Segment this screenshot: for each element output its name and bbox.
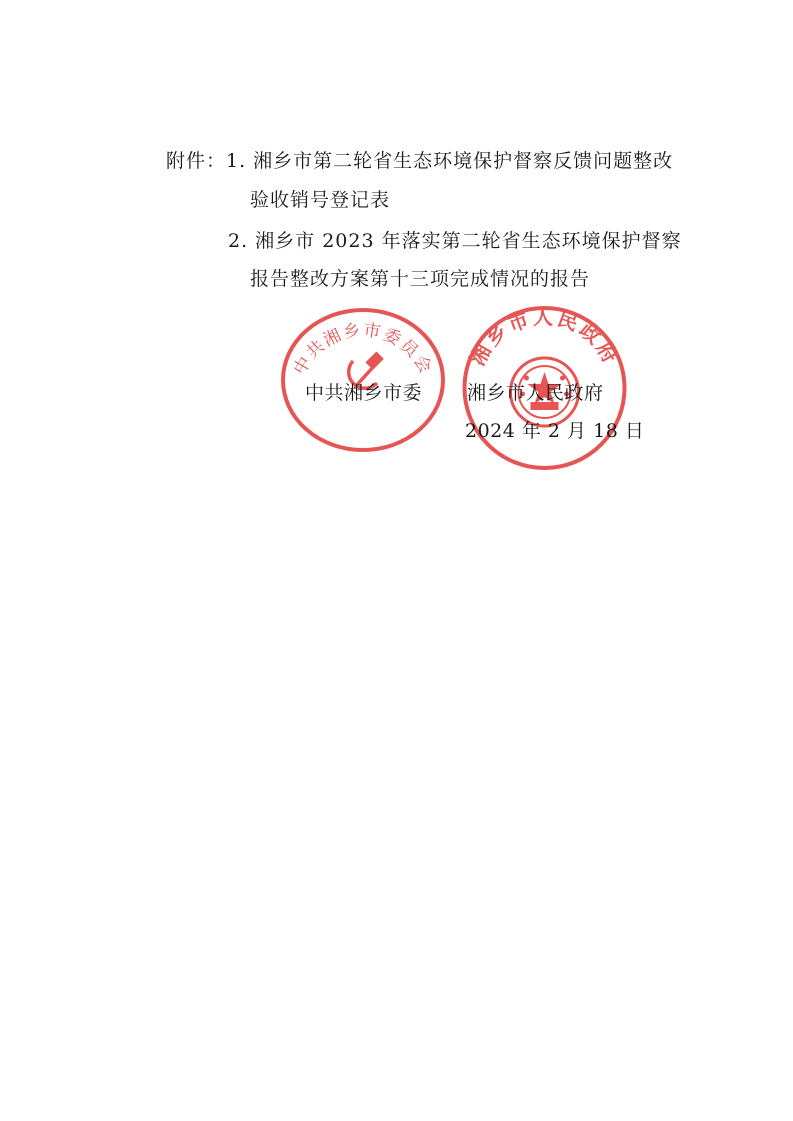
attachment-item-2-line-1: 2. 湘乡市 2023 年落实第二轮省生态环境保护督察	[228, 230, 682, 252]
svg-text:湘乡市人民政府	[465, 305, 624, 369]
signature-date: 2024 年 2 月 18 日	[465, 420, 645, 442]
party-seal-text: 中共湘乡市委员会	[290, 320, 436, 379]
svg-text:中共湘乡市委员会	[290, 320, 436, 378]
gov-seal-text: 湘乡市人民政府	[465, 305, 624, 370]
attachment-item-1-line-2: 验收销号登记表	[250, 189, 391, 211]
attachment-item-1-title: 1. 湘乡市第二轮省生态环境保护督察反馈问题整改	[226, 150, 674, 172]
signature-government: 湘乡市人民政府	[467, 382, 604, 404]
attachment-item-2-line-2: 报告整改方案第十三项完成情况的报告	[250, 268, 591, 290]
attachment-item-1-line-1	[166, 149, 673, 173]
signature-party-committee: 中共湘乡市委	[305, 382, 423, 404]
party-committee-seal	[277, 305, 449, 455]
attachment-prefix: 附件：	[166, 150, 227, 172]
